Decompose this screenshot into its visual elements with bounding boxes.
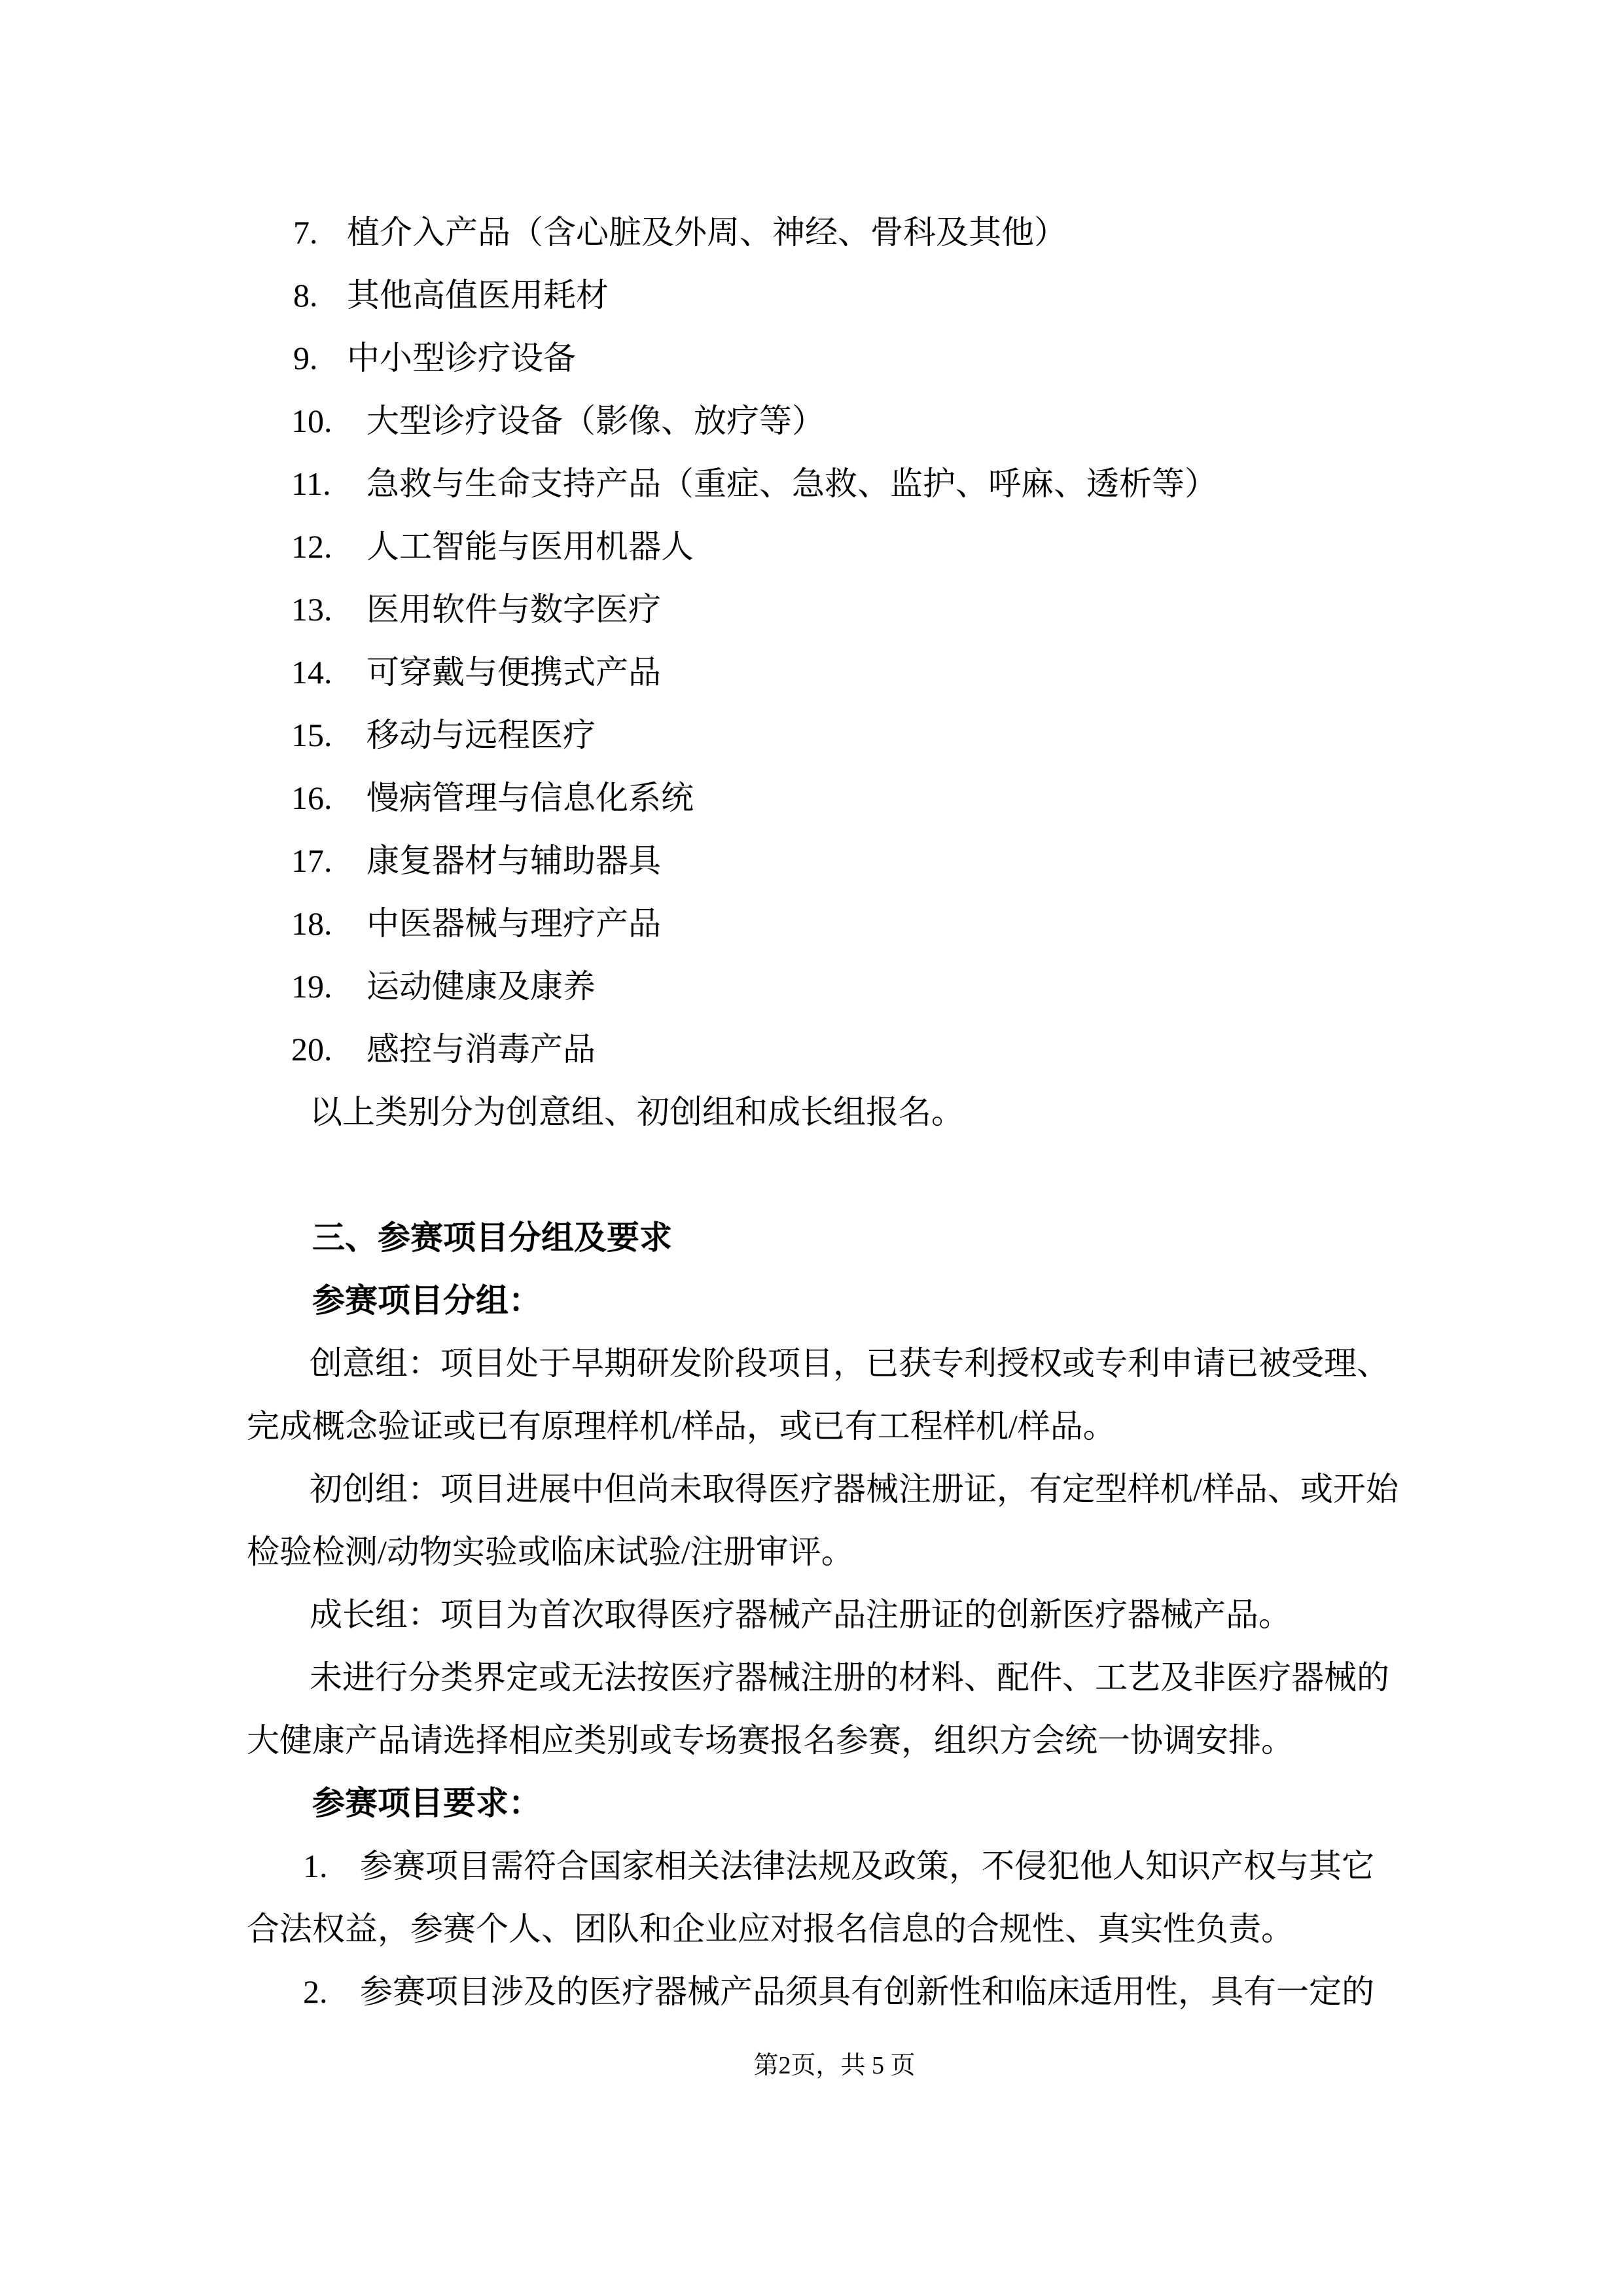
page-content — [247, 201, 1399, 2023]
list-item — [247, 766, 1376, 829]
list-item — [247, 515, 1376, 578]
requirement-item — [247, 1835, 1376, 1897]
list-item-number: 18. — [291, 905, 332, 942]
page-footer: 第2页，共 5 页 — [753, 2052, 916, 2079]
list-item-number: 10. — [291, 403, 332, 439]
list-item-text: 植介入产品（含心脏及外周、神经、骨科及其他） — [347, 214, 1067, 251]
list-item-number: 7. — [293, 214, 318, 251]
list-item-text: 人工智能与医用机器人 — [366, 528, 694, 565]
list-item-number: 16. — [291, 780, 332, 816]
section-heading: 三、参赛项目分组及要求 — [312, 1219, 672, 1256]
list-item-number: 19. — [291, 968, 332, 1005]
paragraph-line: 未进行分类界定或无法按医疗器械注册的材料、配件、工艺及非医疗器械的 — [310, 1659, 1389, 1696]
grouping-subheading: 参赛项目分组： — [312, 1282, 541, 1319]
list-item-text: 大型诊疗设备（影像、放疗等） — [366, 403, 825, 439]
list-item — [247, 1018, 1376, 1081]
paragraph-line: 初创组：项目进展中但尚未取得医疗器械注册证，有定型样机/样品、或开始 — [310, 1471, 1399, 1507]
requirement-number: 1. — [303, 1848, 328, 1884]
list-item-number: 13. — [291, 591, 332, 628]
list-item-number: 14. — [291, 654, 332, 691]
list-item-text: 医用软件与数字医疗 — [366, 591, 661, 628]
blank-line — [247, 1143, 1376, 1206]
list-item-text: 慢病管理与信息化系统 — [366, 780, 694, 816]
list-item-number: 20. — [291, 1031, 332, 1067]
list-item-text: 中医器械与理疗产品 — [366, 905, 661, 942]
list-item-text: 急救与生命支持产品（重症、急救、监护、呼麻、透析等） — [366, 465, 1217, 502]
list-item-text: 中小型诊疗设备 — [347, 340, 576, 376]
list-item — [247, 955, 1376, 1018]
list-closing-note: 以上类别分为创意组、初创组和成长组报名。 — [310, 1094, 964, 1130]
list-item — [247, 892, 1376, 955]
list-item — [247, 578, 1376, 641]
list-item-text: 感控与消毒产品 — [366, 1031, 596, 1067]
list-item — [247, 389, 1376, 452]
paragraph-line: 创意组：项目处于早期研发阶段项目，已获专利授权或专利申请已被受理、 — [310, 1345, 1389, 1382]
list-item-text: 可穿戴与便携式产品 — [366, 654, 661, 691]
list-item — [247, 829, 1376, 892]
requirements-subheading: 参赛项目要求： — [312, 1785, 541, 1821]
list-item-number: 15. — [291, 717, 332, 753]
list-item-text: 运动健康及康养 — [366, 968, 596, 1005]
paragraph-line: 大健康产品请选择相应类别或专场赛报名参赛，组织方会统一协调安排。 — [247, 1722, 1294, 1759]
paragraph-line: 完成概念验证或已有原理样机/样品，或已有工程样机/样品。 — [247, 1408, 1116, 1444]
list-item-number: 17. — [291, 842, 332, 879]
requirement-item — [247, 1960, 1376, 2023]
list-item — [247, 327, 1376, 389]
list-item — [247, 704, 1376, 766]
requirement-text: 参赛项目涉及的医疗器械产品须具有创新性和临床适用性，具有一定的 — [360, 1973, 1374, 2010]
list-item-number: 11. — [291, 465, 331, 502]
list-item-text: 移动与远程医疗 — [366, 717, 596, 753]
list-item — [247, 641, 1376, 704]
list-item-number: 8. — [293, 277, 318, 314]
list-item-number: 9. — [293, 340, 318, 376]
list-item — [247, 452, 1376, 515]
paragraph-line: 检验检测/动物实验或临床试验/注册审评。 — [247, 1534, 854, 1570]
list-item-number: 12. — [291, 528, 332, 565]
list-item — [247, 264, 1376, 327]
list-item-text: 其他高值医用耗材 — [347, 277, 609, 314]
paragraph-line: 成长组：项目为首次取得医疗器械产品注册证的创新医疗器械产品。 — [310, 1596, 1291, 1633]
requirement-text: 参赛项目需符合国家相关法律法规及政策，不侵犯他人知识产权与其它 — [360, 1848, 1374, 1884]
list-item-text: 康复器材与辅助器具 — [366, 842, 661, 879]
requirement-number: 2. — [303, 1973, 328, 2010]
list-item — [247, 201, 1376, 264]
paragraph-line: 合法权益，参赛个人、团队和企业应对报名信息的合规性、真实性负责。 — [247, 1910, 1294, 1947]
